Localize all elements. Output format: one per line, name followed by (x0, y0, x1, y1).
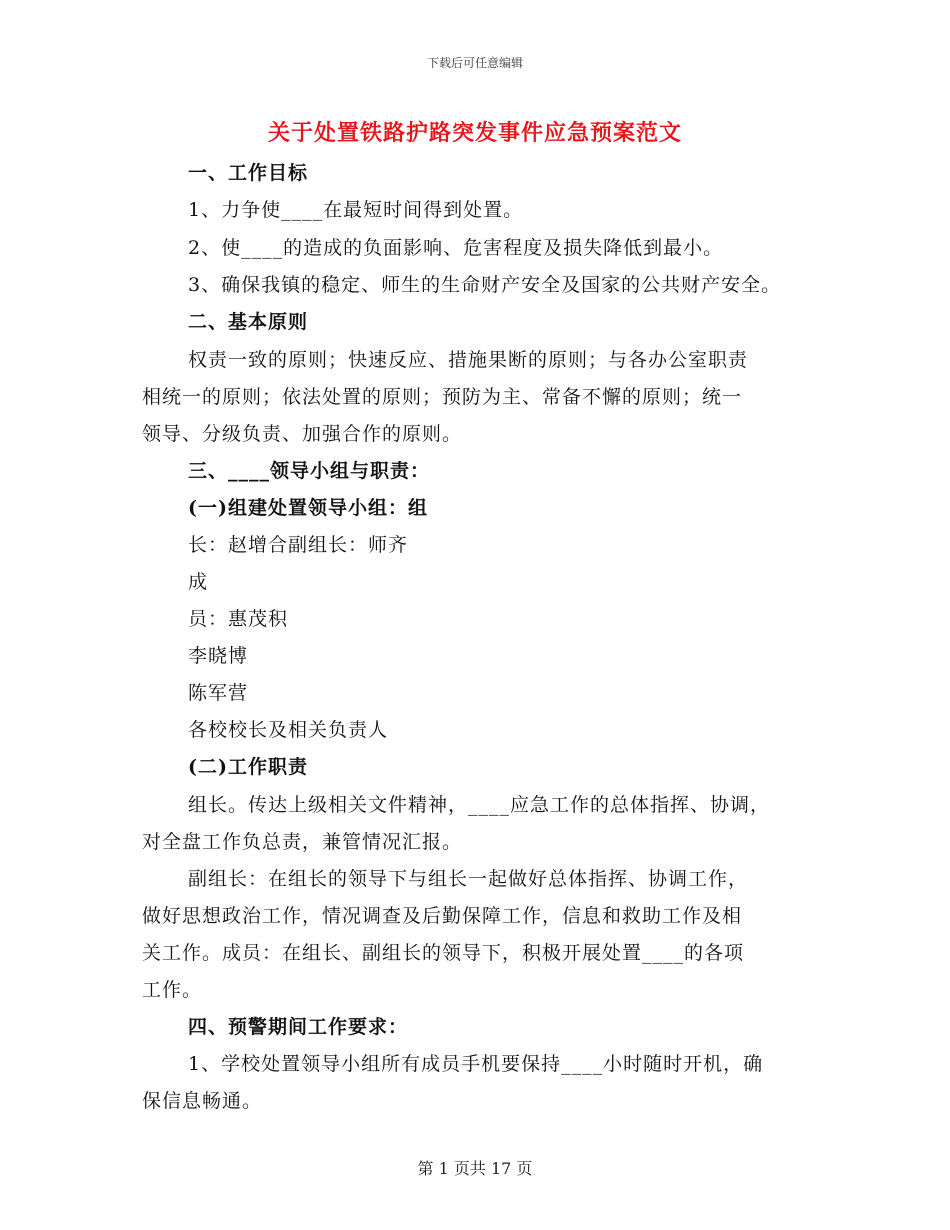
section-3-heading: 三、____领导小组与职责： (188, 460, 431, 482)
section-3-sub-2-paragraph-2-line-4: 工作。 (142, 979, 203, 1001)
section-1-item-1: 1、力争使____在最短时间得到处置。 (188, 199, 524, 221)
section-1-item-3: 3、确保我镇的稳定、师生的生命财产安全及国家的公共财产安全。 (188, 274, 782, 296)
section-1-heading: 一、工作目标 (188, 162, 309, 184)
section-2-paragraph-line-1: 权责一致的原则；快速反应、措施果断的原则；与各办公室职责 (188, 349, 749, 371)
section-4-item-1-line-1: 1、学校处置领导小组所有成员手机要保持____小时随时开机，确 (188, 1053, 764, 1075)
section-4-item-1-line-2: 保信息畅通。 (142, 1090, 263, 1112)
section-3-sub-1-line-1: 长：赵增合副组长：师齐 (188, 534, 409, 556)
section-3-sub-2-paragraph-1-line-2: 对全盘工作负总责，兼管情况汇报。 (142, 831, 463, 853)
section-3-sub-1-line-4: 李晓博 (188, 645, 249, 667)
section-1-item-2: 2、使____的造成的负面影响、危害程度及损失降低到最小。 (188, 237, 724, 259)
section-3-sub-2-paragraph-2-line-3: 关工作。成员：在组长、副组长的领导下，积极开展处置____的各项 (142, 942, 745, 964)
section-3-sub-2-paragraph-2-line-2: 做好思想政治工作，情况调查及后勤保障工作，信息和救助工作及相 (142, 905, 743, 927)
section-3-sub-2-heading: (二)工作职责 (188, 756, 308, 778)
page-number-footer: 第 1 页共 17 页 (417, 1159, 533, 1178)
section-3-sub-1-line-6: 各校校长及相关负责人 (188, 719, 389, 741)
section-3-sub-2-paragraph-1-line-1: 组长。传达上级相关文件精神，____应急工作的总体指挥、协调， (188, 794, 771, 816)
section-3-sub-1-line-2: 成 (188, 571, 209, 593)
section-4-heading: 四、预警期间工作要求： (188, 1016, 409, 1038)
section-3-sub-1-line-3: 员：惠茂积 (188, 608, 289, 630)
section-2-heading: 二、基本原则 (188, 311, 309, 333)
section-2-paragraph-line-2: 相统一的原则；依法处置的原则；预防为主、常备不懈的原则；统一 (142, 386, 743, 408)
section-3-sub-1-line-5: 陈军营 (188, 682, 249, 704)
section-2-paragraph-line-3: 领导、分级负责、加强合作的原则。 (142, 423, 463, 445)
document-title: 关于处置铁路护路突发事件应急预案范文 (267, 120, 682, 146)
section-3-sub-2-paragraph-2-line-1: 副组长：在组长的领导下与组长一起做好总体指挥、协调工作， (188, 868, 749, 890)
section-3-sub-1-heading: (一)组建处置领导小组：组 (188, 497, 428, 519)
header-note: 下载后可任意编辑 (426, 56, 523, 70)
